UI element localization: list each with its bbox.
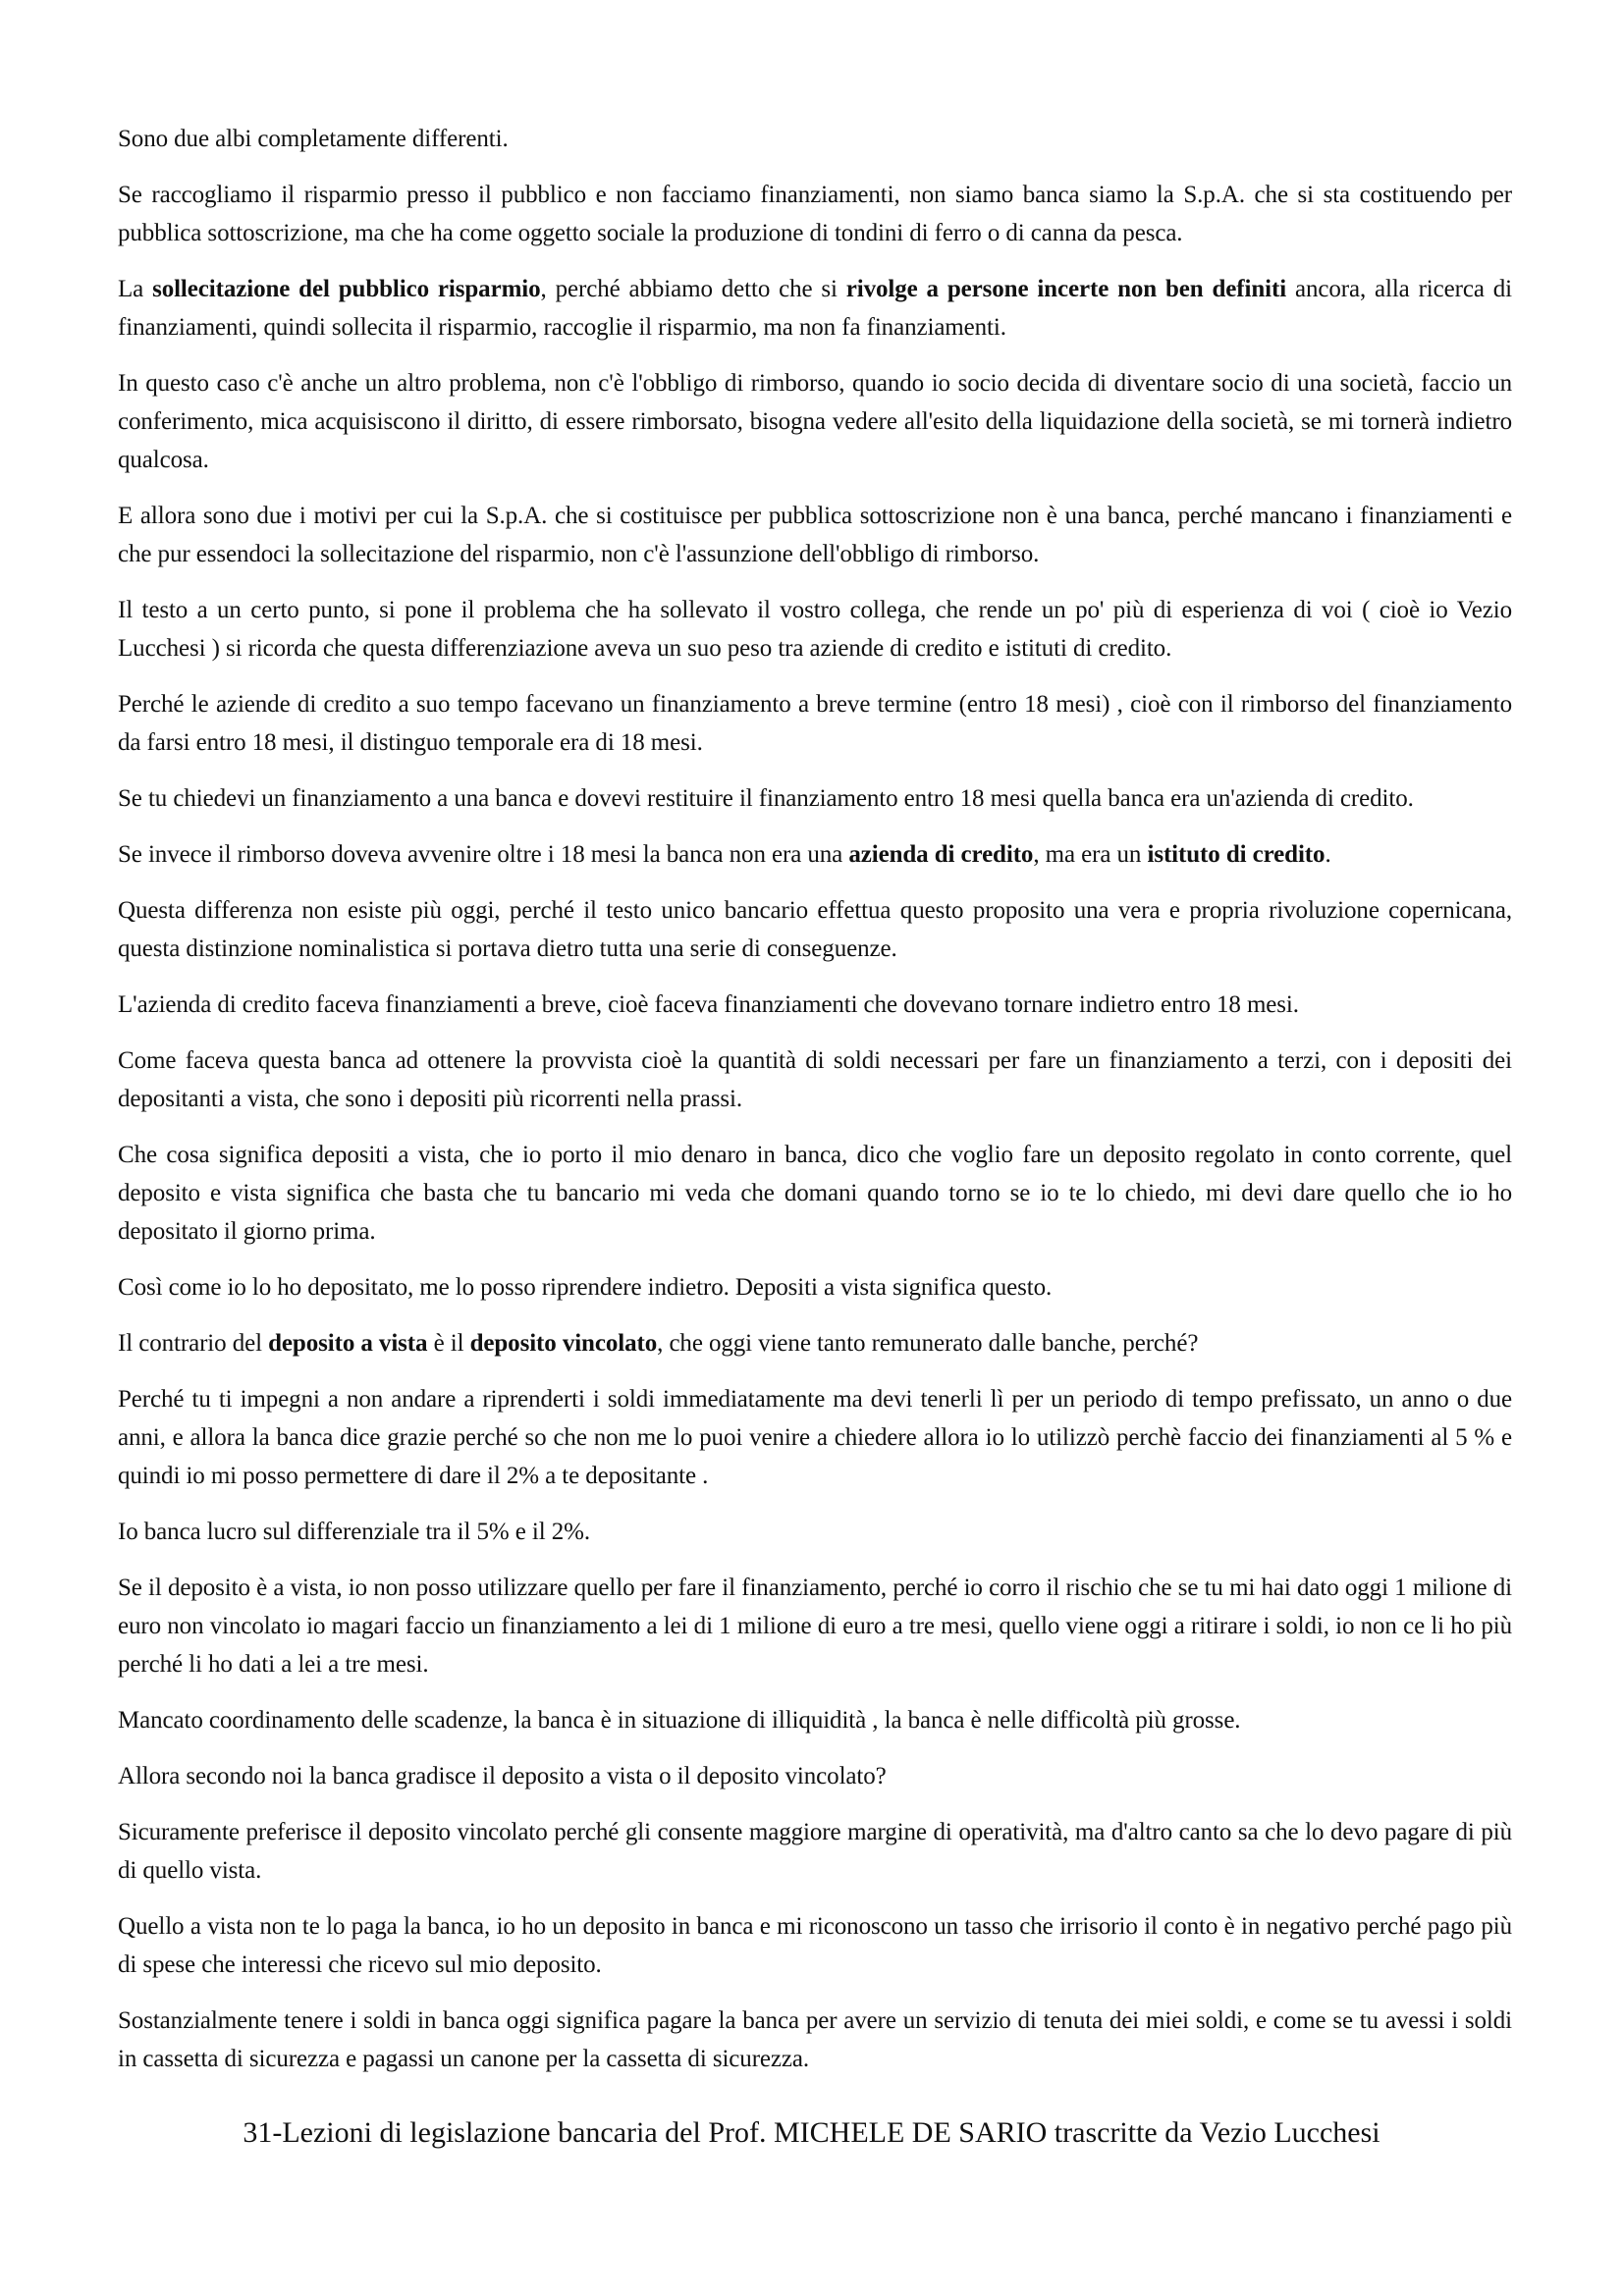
- paragraph-15: [118, 1324, 1512, 1362]
- text-run: Il testo a un certo punto, si pone il problema che ha sollevato il vostro collega, che rende un po' più di esperienza di voi ( cioè io Vezio Lucchesi ) si ricorda che questa differenziazione aveva un suo peso tra aziende di credito e istituti di credito.: [118, 597, 1512, 662]
- bold-term: deposito vincolato: [469, 1330, 658, 1357]
- text-run: Se invece il rimborso doveva avvenire oltre i 18 mesi la banca non era una: [118, 841, 849, 868]
- bold-term: sollecitazione del pubblico risparmio: [152, 276, 541, 302]
- text-run: Allora secondo noi la banca gradisce il deposito a vista o il deposito vincolato?: [118, 1763, 887, 1789]
- text-run: La: [118, 276, 153, 302]
- paragraph-12: [118, 1041, 1512, 1118]
- bold-term: istituto di credito: [1147, 841, 1325, 868]
- text-run: Mancato coordinamento delle scadenze, la banca è in situazione di illiquidità , la banca è nelle difficoltà più grosse.: [118, 1707, 1241, 1734]
- text-run: Se tu chiedevi un finanziamento a una banca e dovevi restituire il finanziamento entro 18 mesi quella banca era un'azienda di credito.: [118, 785, 1414, 812]
- paragraph-13: [118, 1136, 1512, 1251]
- document-body: [118, 120, 1512, 2096]
- text-run: è il: [427, 1330, 470, 1357]
- text-run: .: [1325, 841, 1331, 868]
- text-run: , che oggi viene tanto remunerato dalle banche, perché?: [657, 1330, 1199, 1357]
- text-run: E allora sono due i motivi per cui la S.p.A. che si costituisce per pubblica sottoscrizione non è una banca, perché mancano i finanziamenti e che pur essendoci la sollecitazione del risparmio, non c'è l'assunzione dell'obbligo di rimborso.: [118, 503, 1512, 567]
- text-run: Come faceva questa banca ad ottenere la provvista cioè la quantità di soldi necessari per fare un finanziamento a terzi, con i depositi dei depositanti a vista, che sono i depositi più ricorrenti nella prassi.: [118, 1047, 1512, 1112]
- paragraph-16: [118, 1380, 1512, 1495]
- text-run: Se il deposito è a vista, io non posso utilizzare quello per fare il finanziamento, perché io corro il rischio che se tu mi hai dato oggi 1 milione di euro non vincolato io magari faccio un finanziamento a lei di 1 milione di euro a tre mesi, quello viene oggi a ritirare i soldi, io non ce li ho più perché li ho dati a lei a tre mesi.: [118, 1575, 1512, 1678]
- bold-term: azienda di credito: [848, 841, 1034, 868]
- paragraph-21: [118, 1813, 1512, 1890]
- bold-term: rivolge a persone incerte non ben definiti: [845, 276, 1287, 302]
- paragraph-22: [118, 1907, 1512, 1984]
- text-run: Così come io lo ho depositato, me lo posso riprendere indietro. Depositi a vista significa questo.: [118, 1274, 1053, 1301]
- text-run: Sostanzialmente tenere i soldi in banca oggi significa pagare la banca per avere un servizio di tenuta dei miei soldi, e come se tu avessi i soldi in cassetta di sicurezza e pagassi un canone per la cassetta di sicurezza.: [118, 2007, 1512, 2072]
- text-run: Il contrario del: [118, 1330, 269, 1357]
- text-run: Perché le aziende di credito a suo tempo facevano un finanziamento a breve termine (entro 18 mesi) , cioè con il rimborso del finanziamento da farsi entro 18 mesi, il distinguo temporale era di 18 mesi.: [118, 691, 1512, 756]
- bold-term: deposito a vista: [268, 1330, 428, 1357]
- text-run: , perché abbiamo detto che si: [540, 276, 846, 302]
- text-run: L'azienda di credito faceva finanziamenti a breve, cioè faceva finanziamenti che dovevano tornare indietro entro 18 mesi.: [118, 991, 1299, 1018]
- text-run: Io banca lucro sul differenziale tra il 5% e il 2%.: [118, 1519, 591, 1545]
- text-run: Perché tu ti impegni a non andare a riprenderti i soldi immediatamente ma devi tenerli lì per un periodo di tempo prefissato, un anno o due anni, e allora la banca dice grazie perché so che non me lo puoi venire a chiedere allora io lo utilizzò perchè faccio dei finanziamenti al 5 % e quindi io mi posso permettere di dare il 2% a te depositante .: [118, 1386, 1512, 1489]
- paragraph-9: [118, 835, 1512, 874]
- text-run: Sicuramente preferisce il deposito vincolato perché gli consente maggiore margine di operatività, ma d'altro canto sa che lo devo pagare di più di quello vista.: [118, 1819, 1512, 1884]
- paragraph-10: [118, 891, 1512, 968]
- text-run: Che cosa significa depositi a vista, che io porto il mio denaro in banca, dico che voglio fare un deposito regolato in conto corrente, quel deposito e vista significa che basta che tu bancario mi veda che domani quando torno se io te lo chiedo, mi devi dare quello che io ho depositato il giorno prima.: [118, 1142, 1512, 1245]
- paragraph-17: [118, 1513, 1512, 1551]
- paragraph-8: [118, 779, 1512, 818]
- paragraph-1: [118, 120, 1512, 158]
- paragraph-7: [118, 685, 1512, 762]
- paragraph-20: [118, 1757, 1512, 1795]
- text-run: , ma era un: [1033, 841, 1148, 868]
- paragraph-18: [118, 1569, 1512, 1683]
- paragraph-2: [118, 176, 1512, 252]
- text-run: In questo caso c'è anche un altro problema, non c'è l'obbligo di rimborso, quando io socio decida di diventare socio di una società, faccio un conferimento, mica acquisiscono il diritto, di essere rimborsato, bisogna vedere all'esito della liquidazione della società, se mi tornerà indietro qualcosa.: [118, 370, 1512, 473]
- paragraph-4: [118, 364, 1512, 479]
- page-footer: 31-Lezioni di legislazione bancaria del Prof. MICHELE DE SARIO trascritte da Vezio Lucchesi: [243, 2116, 1380, 2149]
- text-run: Se raccogliamo il risparmio presso il pubblico e non facciamo finanziamenti, non siamo banca siamo la S.p.A. che si sta costituendo per pubblica sottoscrizione, ma che ha come oggetto sociale la produzione di tondini di ferro o di canna da pesca.: [118, 182, 1512, 246]
- paragraph-19: [118, 1701, 1512, 1739]
- paragraph-23: [118, 2002, 1512, 2078]
- text-run: Quello a vista non te lo paga la banca, io ho un deposito in banca e mi riconoscono un tasso che irrisorio il conto è in negativo perché pago più di spese che interessi che ricevo sul mio deposito.: [118, 1913, 1512, 1978]
- paragraph-3: [118, 270, 1512, 347]
- paragraph-14: [118, 1268, 1512, 1307]
- paragraph-5: [118, 497, 1512, 573]
- text-run: Questa differenza non esiste più oggi, perché il testo unico bancario effettua questo proposito una vera e propria rivoluzione copernicana, questa distinzione nominalistica si portava dietro tutta una serie di conseguenze.: [118, 897, 1512, 962]
- paragraph-11: [118, 986, 1512, 1024]
- text-run: ancora, alla ricerca di finanziamenti, quindi sollecita il risparmio, raccoglie il risparmio, ma non fa finanziamenti.: [118, 276, 1512, 341]
- paragraph-6: [118, 591, 1512, 667]
- text-run: Sono due albi completamente differenti.: [118, 126, 509, 152]
